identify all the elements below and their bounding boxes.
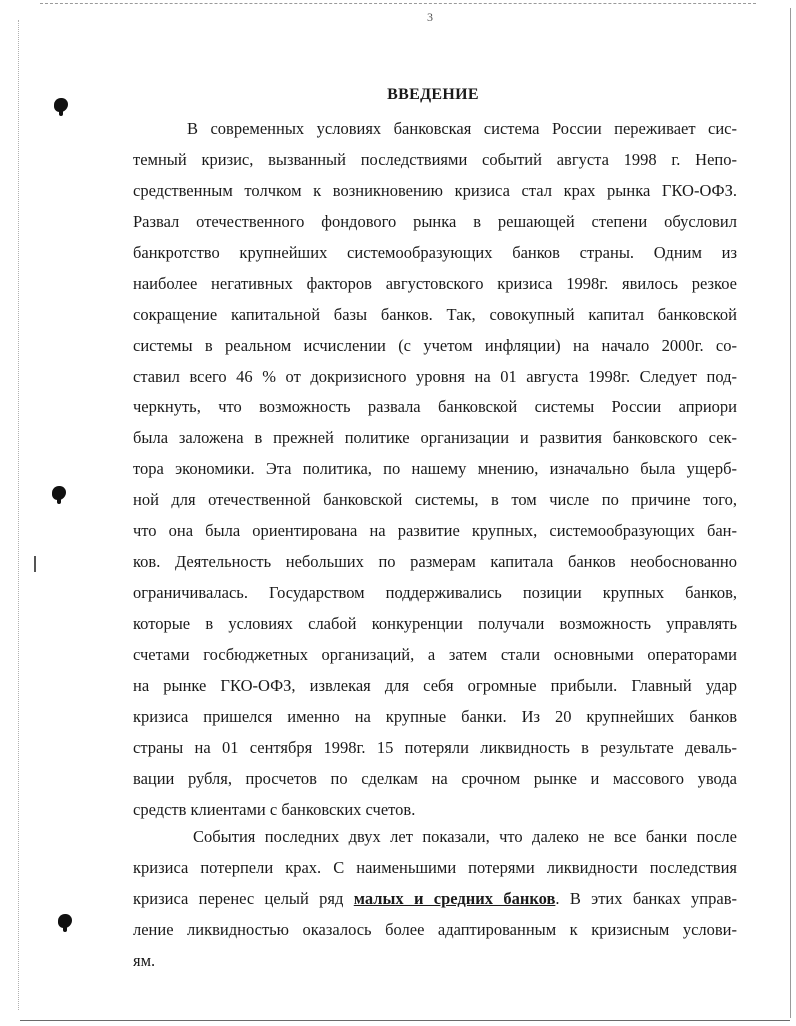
text-line: ков. Деятельность небольших по размерам капитала банков необоснованно [133, 552, 737, 572]
margin-mark [34, 556, 36, 572]
text-span: . В этих банках управ- [555, 888, 737, 908]
text-line: черкнуть, что возможность развала банковской системы России априори [133, 397, 737, 417]
text-line: В современных условиях банковская система России переживает сис- [187, 119, 737, 138]
scan-edge-bottom [20, 1020, 790, 1021]
text-line: банкротство крупнейших системообразующих банков страны. Одним из [133, 242, 737, 262]
text-line: тора экономики. Эта политика, по нашему мнению, изначально была ущерб- [133, 459, 737, 479]
paragraph-2 [133, 822, 737, 977]
text-line: счетами госбюджетных организаций, а затем стали основными операторами [133, 644, 737, 664]
text-line: системы в реальном исчислении (с учетом инфляции) на начало 2000г. со- [133, 335, 737, 355]
paragraph-1 [133, 114, 737, 826]
text-line: кризиса пришелся именно на крупные банки. Из 20 крупнейших банков [133, 706, 737, 726]
punch-hole-icon [52, 486, 66, 500]
text-line: была заложена в прежней политике организации и развития банковского сек- [133, 428, 737, 448]
text-span: кризиса перенес целый ряд [133, 888, 354, 908]
text-line: ление ликвидностью оказалось более адаптированным к кризисным услови- [133, 919, 737, 939]
text-line: События последних двух лет показали, что далеко не все банки после [193, 827, 737, 846]
text-line: страны на 01 сентября 1998г. 15 потеряли ликвидность в результате деваль- [133, 737, 737, 757]
text-line: кризиса потерпели крах. С наименьшими потерями ликвидности последствия [133, 857, 737, 877]
text-line: средственным толчком к возникновению кризиса стал крах рынка ГКО-ОФЗ. [133, 180, 737, 200]
text-line: вации рубля, просчетов по сделкам на срочном рынке и массового увода [133, 768, 737, 788]
text-line: наиболее негативных факторов августовского кризиса 1998г. явилось резкое [133, 273, 737, 293]
scan-edge-right [790, 8, 791, 1018]
emphasized-phrase: малых и средних банков [353, 888, 556, 908]
text-line: ставил всего 46 % от докризисного уровня на 01 августа 1998г. Следует под- [133, 366, 737, 386]
text-line: ограничивалась. Государством поддерживались позиции крупных банков, [133, 583, 737, 603]
text-line: средств клиентами с банковских счетов. [133, 799, 416, 819]
punch-hole-icon [58, 914, 72, 928]
text-line: сокращение капитальной базы банков. Так, совокупный капитал банковской [133, 304, 737, 324]
text-line: Развал отечественного фондового рынка в решающей степени обусловил [133, 211, 737, 231]
scan-edge-top [40, 3, 756, 4]
page-title: ВВЕДЕНИЕ [387, 86, 479, 103]
scan-edge-left [18, 20, 19, 1010]
text-line: ям. [133, 950, 156, 970]
text-line: на рынке ГКО-ОФЗ, извлекая для себя огромные прибыли. Главный удар [133, 675, 737, 695]
text-line [133, 884, 737, 915]
text-line: ной для отечественной банковской системы, в том числе по причине того, [133, 490, 737, 510]
page-number: 3 [427, 10, 433, 24]
text-line: что она была ориентирована на развитие крупных, системообразующих бан- [133, 521, 737, 541]
text-line: темный кризис, вызванный последствиями событий августа 1998 г. Непо- [133, 149, 737, 169]
text-line: которые в условиях слабой конкуренции получали возможность управлять [133, 614, 737, 633]
